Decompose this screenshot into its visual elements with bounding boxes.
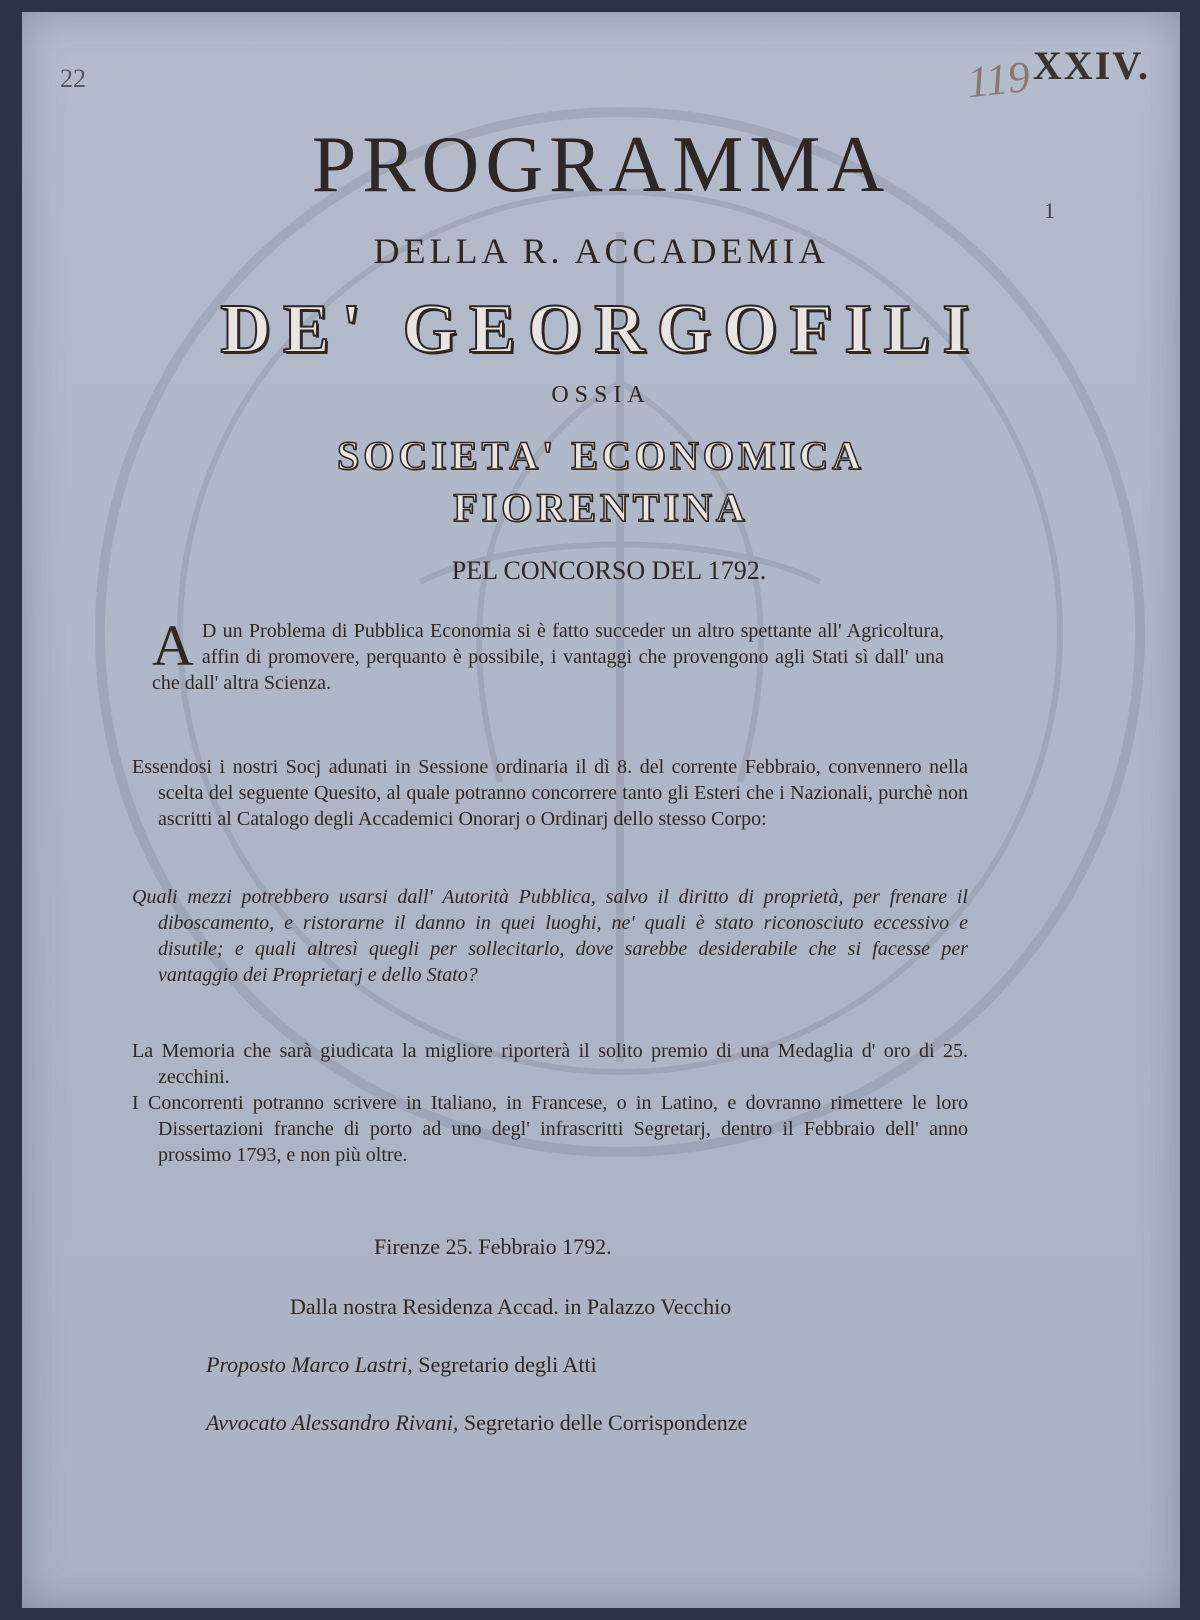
signature-secretary-acts xyxy=(206,1352,597,1378)
paragraph-intro xyxy=(152,613,944,696)
subtitle-georgofili: DE' GEORGOFILI xyxy=(220,291,982,368)
signature-name: Avvocato Alessandro Rivani, xyxy=(206,1410,459,1435)
paragraph-question: Quali mezzi potrebbero usarsi dall' Autorità Pubblica, salvo il diritto di proprietà, per frenare il diboscamento, e ristorarne il danno in quei luoghi, ne' quali è stato riconosciuto eccessivo e disutile; e quali altresì quegli per sollecitarlo, dove sarebbe desiderabile che si facesse per vantaggio dei Proprietarj e dello Stato? xyxy=(132,886,968,986)
handwritten-number: 119 xyxy=(964,51,1033,108)
signature-role: Segretario degli Atti xyxy=(418,1352,597,1377)
signature-role: Segretario delle Corrispondenze xyxy=(463,1410,748,1435)
subtitle-accademia: DELLA R. ACCADEMIA xyxy=(373,231,829,271)
paragraph-session: Essendosi i nostri Socj adunati in Sessione ordinaria il dì 8. del corrente Febbraio, convennero nella scelta del seguente Quesito, al quale potranno concorrere tanto gli Esteri che i Nazionali, purchè non ascritti al Catalogo degli Accademici Onorarj o Ordinarj dello stesso Corpo: xyxy=(132,756,968,830)
subtitle-fiorentina: FIORENTINA xyxy=(453,485,749,530)
page-number: 22 xyxy=(60,64,86,93)
subtitle-ossia: OSSIA xyxy=(551,382,651,408)
date-line: Firenze 25. Febbraio 1792. xyxy=(374,1234,612,1259)
drop-cap: A xyxy=(152,613,194,678)
margin-mark: 1 xyxy=(1044,198,1055,223)
subtitle-concorso: PEL CONCORSO DEL 1792. xyxy=(451,556,767,585)
document-page xyxy=(22,12,1180,1608)
folio-number: XXIV. xyxy=(1032,43,1150,88)
residence-line: Dalla nostra Residenza Accad. in Palazzo Vecchio xyxy=(290,1294,732,1319)
signature-name: Proposto Marco Lastri, xyxy=(206,1352,413,1377)
paragraph-intro-text: D un Problema di Pubblica Economia si è fatto succeder un altro spettante all' Agricoltura, affin di promovere, perquanto è possibile, i vantaggi che provengono agli Stati sì dall' una che dall' altra Scienza. xyxy=(152,620,944,694)
paragraph-prize: La Memoria che sarà giudicata la migliore riporterà il solito premio di una Medaglia d' oro di 25. zecchini. xyxy=(132,1040,968,1088)
subtitle-societa: SOCIETA' ECONOMICA xyxy=(337,433,865,478)
paragraph-rules: I Concorrenti potranno scrivere in Italiano, in Francese, o in Latino, e dovranno rimettere le loro Dissertazioni franche di porto ad uno degl' infrascritti Segretarj, dentro il Febbraio dell' anno prossimo 1793, e non più oltre. xyxy=(132,1092,968,1166)
signature-secretary-correspondence xyxy=(206,1410,747,1436)
title: PROGRAMMA xyxy=(311,121,891,209)
